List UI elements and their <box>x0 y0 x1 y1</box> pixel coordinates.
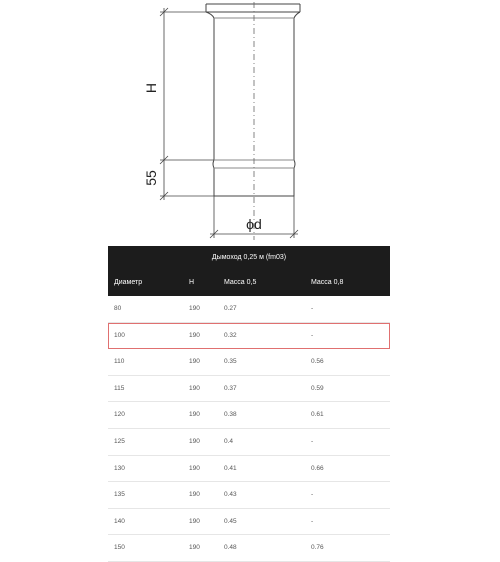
cell-mass-08: - <box>311 437 314 445</box>
cell-h: 190 <box>189 464 200 472</box>
table-row <box>108 509 390 536</box>
cell-mass-08: 0.59 <box>311 384 324 392</box>
cell-mass-08: 0.61 <box>311 411 324 419</box>
cell-mass-08: - <box>311 331 314 339</box>
table-row <box>108 296 390 323</box>
cell-mass-05: 0.43 <box>224 491 237 499</box>
cell-diameter: 125 <box>114 437 125 445</box>
header-mass-05: Масса 0,5 <box>224 279 257 286</box>
cell-diameter: 135 <box>114 491 125 499</box>
cell-h: 190 <box>189 331 200 339</box>
cell-h: 190 <box>189 358 200 366</box>
cell-mass-05: 0.35 <box>224 358 237 366</box>
table-row <box>108 323 390 350</box>
cell-diameter: 110 <box>114 358 125 366</box>
cell-mass-08: - <box>311 491 314 499</box>
cell-mass-08: - <box>311 305 314 312</box>
cell-diameter: 80 <box>114 305 122 312</box>
cell-mass-05: 0.27 <box>224 305 237 312</box>
table-body <box>108 296 390 562</box>
cell-diameter: 140 <box>114 517 125 525</box>
cell-mass-05: 0.45 <box>224 517 237 525</box>
cell-mass-05: 0.37 <box>224 384 237 392</box>
socket-length-label: 55 <box>143 170 159 186</box>
cell-mass-05: 0.38 <box>224 411 237 419</box>
table-row <box>108 429 390 456</box>
table-title: Дымоход 0,25 м (fm03) <box>108 246 390 270</box>
diameter-label: ϕd <box>246 216 262 232</box>
cell-diameter: 100 <box>114 331 125 339</box>
cell-h: 190 <box>189 517 200 525</box>
height-label: H <box>143 82 159 94</box>
dimension-lines <box>160 8 298 238</box>
table-row <box>108 402 390 429</box>
cell-diameter: 150 <box>114 544 125 552</box>
table-header <box>108 270 390 296</box>
cell-mass-08: 0.76 <box>311 544 324 552</box>
cell-h: 190 <box>189 384 200 392</box>
cell-mass-05: 0.41 <box>224 464 237 472</box>
table-row <box>108 376 390 403</box>
cell-mass-08: 0.66 <box>311 464 324 472</box>
cell-h: 190 <box>189 437 200 445</box>
cell-mass-05: 0.48 <box>224 544 237 552</box>
cell-mass-05: 0.4 <box>224 437 234 445</box>
pipe-outline <box>206 4 300 196</box>
pipe-drawing <box>0 0 500 245</box>
header-mass-08: Масса 0,8 <box>311 279 344 286</box>
cell-mass-05: 0.32 <box>224 331 237 339</box>
cell-diameter: 120 <box>114 411 125 419</box>
spec-table <box>108 246 390 562</box>
cell-diameter: 115 <box>114 384 125 392</box>
cell-mass-08: - <box>311 517 314 525</box>
cell-h: 190 <box>189 544 200 552</box>
table-row <box>108 349 390 376</box>
table-row <box>108 482 390 509</box>
header-diameter: Диаметр <box>114 279 143 286</box>
cell-diameter: 130 <box>114 464 125 472</box>
cell-h: 190 <box>189 411 200 419</box>
header-h: H <box>189 279 195 286</box>
cell-h: 190 <box>189 491 200 499</box>
cell-mass-08: 0.56 <box>311 358 324 366</box>
table-row <box>108 535 390 562</box>
table-row <box>108 456 390 483</box>
cell-h: 190 <box>189 305 200 312</box>
